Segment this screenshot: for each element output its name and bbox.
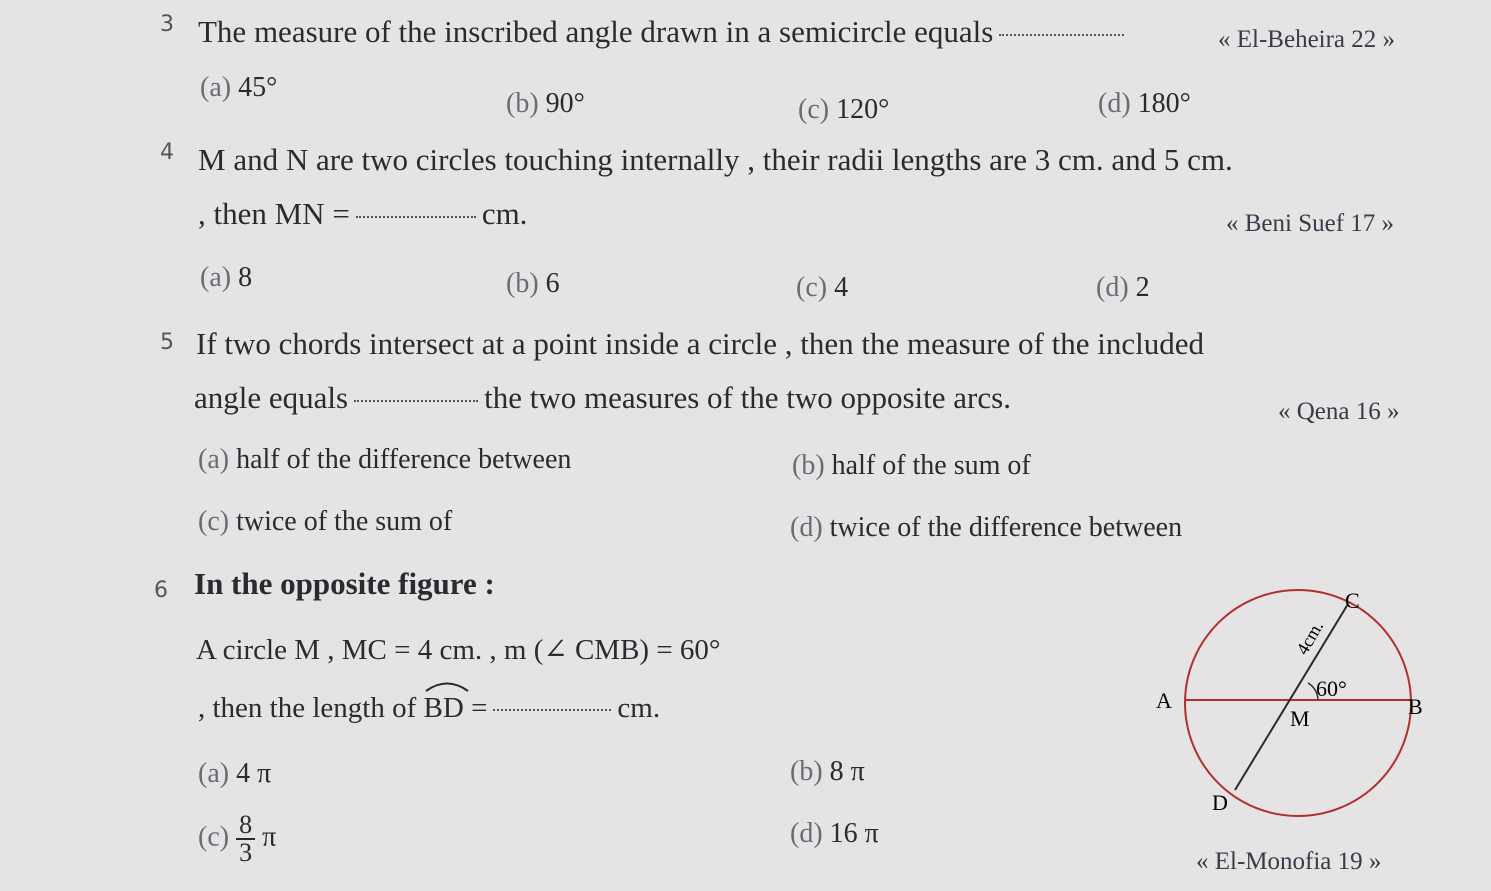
option-value: 6 <box>545 268 560 299</box>
option-value: 16 π <box>829 818 879 849</box>
answer-blank <box>356 216 476 218</box>
option-label: (a) <box>200 72 232 103</box>
q5-line2-prefix: angle equals <box>194 380 349 415</box>
q6-line2-eq: = <box>471 692 488 724</box>
q3-option-d[interactable] <box>1098 88 1191 120</box>
q3-option-c[interactable] <box>798 94 889 126</box>
option-label: (a) <box>200 262 232 293</box>
option-label: (d) <box>790 818 823 849</box>
q6-line1: A circle M , MC = 4 cm. , m (∠ CMB) = 60° <box>196 634 721 666</box>
fraction <box>236 812 255 866</box>
q5-line2 <box>194 380 1011 416</box>
q4-option-c[interactable] <box>796 272 848 304</box>
q3-number: 3 <box>160 12 174 37</box>
answer-blank <box>354 400 478 402</box>
length-label: 4cm. <box>1292 617 1328 658</box>
option-value: π <box>262 821 277 853</box>
q5-line2-suffix: the two measures of the two opposite arcs. <box>484 380 1011 415</box>
q6-source: « El-Monofia 19 » <box>1196 848 1382 875</box>
option-value: half of the difference between <box>236 444 572 475</box>
option-value: 8 <box>238 262 253 293</box>
arc-symbol-icon <box>424 678 470 692</box>
q6-option-b[interactable] <box>790 756 865 788</box>
q4-line2-suffix: cm. <box>481 196 528 231</box>
circle-m <box>1185 590 1411 816</box>
q4-number: 4 <box>160 140 174 165</box>
option-value: 90° <box>545 88 585 119</box>
point-a-label: A <box>1156 688 1172 713</box>
option-value: 2 <box>1135 272 1150 303</box>
option-value: 180° <box>1137 88 1191 119</box>
option-label: (d) <box>790 512 823 543</box>
angle-label: 60° <box>1316 676 1347 701</box>
option-label: (b) <box>506 88 539 119</box>
option-label: (b) <box>792 450 825 481</box>
option-value: 45° <box>238 72 278 103</box>
q4-line2-prefix: , then MN = <box>198 196 350 231</box>
point-b-label: B <box>1408 694 1423 719</box>
q3-option-a[interactable] <box>200 72 277 104</box>
q4-source: « Beni Suef 17 » <box>1226 210 1395 237</box>
fraction-numerator: 8 <box>236 812 255 840</box>
q4-option-d[interactable] <box>1096 272 1150 304</box>
arc-name: BD <box>423 692 464 724</box>
option-label: (a) <box>198 758 230 789</box>
q3-source: « El-Beheira 22 » <box>1218 26 1396 53</box>
q3-text-body: The measure of the inscribed angle drawn in a semicircle equals <box>198 14 994 49</box>
fraction-denominator: 3 <box>239 838 253 867</box>
option-value: half of the sum of <box>831 450 1031 481</box>
q6-line2 <box>198 692 660 725</box>
q4-option-a[interactable] <box>200 262 252 294</box>
q6-option-c[interactable] <box>198 812 276 866</box>
q6-option-d[interactable] <box>790 818 879 850</box>
q4-line2 <box>198 196 527 232</box>
q6-option-a[interactable] <box>198 758 271 790</box>
option-value: twice of the sum of <box>236 506 453 537</box>
option-label: (b) <box>790 756 823 787</box>
circle-figure <box>1140 570 1440 830</box>
q5-option-b[interactable] <box>792 450 1031 482</box>
point-d-label: D <box>1212 790 1228 815</box>
q3-text <box>198 14 1130 50</box>
q5-source: « Qena 16 » <box>1278 398 1400 425</box>
option-label: (a) <box>198 444 230 475</box>
answer-blank <box>999 34 1124 36</box>
q3-option-b[interactable] <box>506 88 585 120</box>
option-value: 8 π <box>829 756 865 787</box>
q5-option-c[interactable] <box>198 506 452 538</box>
q5-option-a[interactable] <box>198 444 571 476</box>
option-label: (d) <box>1096 272 1129 303</box>
q6-line2-prefix: , then the length of <box>198 692 417 724</box>
q4-option-b[interactable] <box>506 268 560 300</box>
option-value: 4 <box>834 272 849 303</box>
point-c-label: C <box>1345 588 1360 613</box>
q5-number: 5 <box>160 330 174 355</box>
q4-line1: M and N are two circles touching internally , their radii lengths are 3 cm. and 5 cm. <box>198 142 1233 177</box>
option-value: 4 π <box>236 758 272 789</box>
q6-line2-suffix: cm. <box>617 692 661 724</box>
q6-number: 6 <box>154 578 168 603</box>
option-label: (d) <box>1098 88 1131 119</box>
q5-option-d[interactable] <box>790 512 1182 544</box>
arc-bd <box>424 692 464 725</box>
q6-heading: In the opposite figure : <box>194 566 495 601</box>
q5-line1: If two chords intersect at a point inside a circle , then the measure of the included <box>196 326 1204 361</box>
option-label: (c) <box>198 821 230 853</box>
answer-blank <box>493 709 611 711</box>
option-value: 120° <box>836 94 890 125</box>
option-value: twice of the difference between <box>829 512 1183 543</box>
option-label: (c) <box>198 506 230 537</box>
option-label: (c) <box>796 272 828 303</box>
point-m-label: M <box>1290 706 1310 731</box>
option-label: (c) <box>798 94 830 125</box>
option-label: (b) <box>506 268 539 299</box>
